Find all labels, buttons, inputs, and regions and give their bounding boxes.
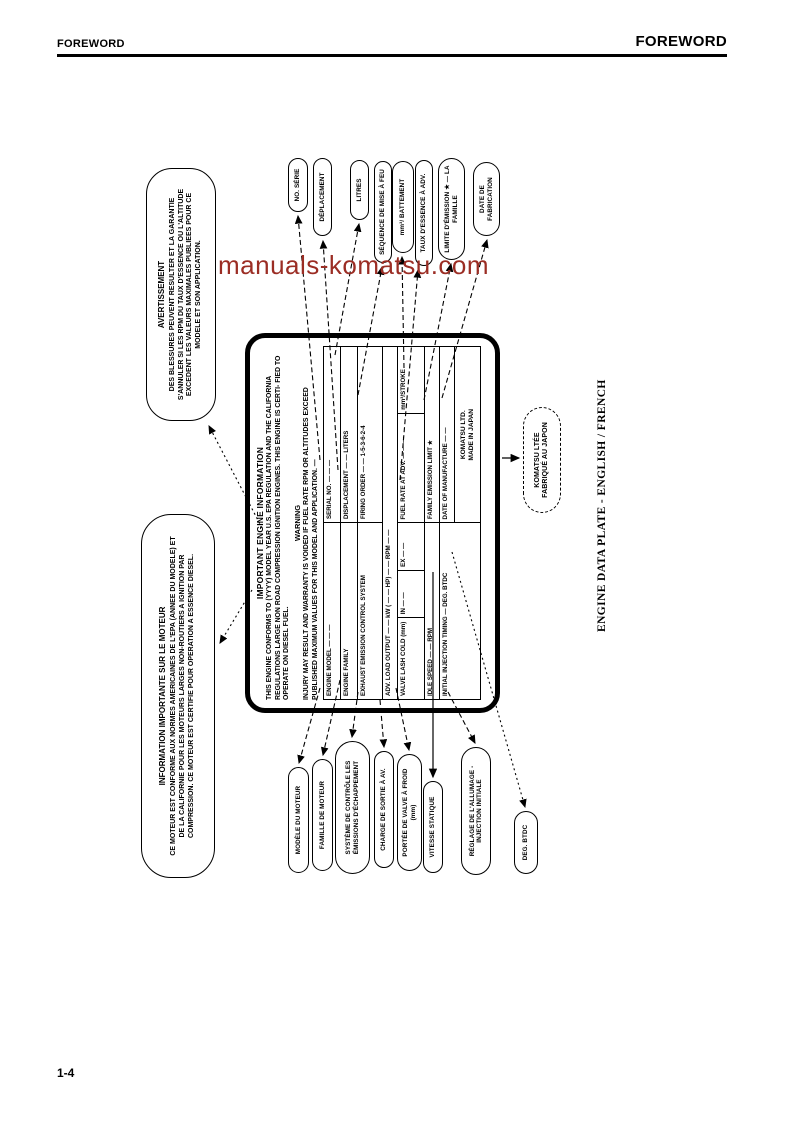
callout-litres: LITRES [350, 160, 369, 220]
plate-maker-block [454, 347, 480, 522]
french-info-bubble [141, 514, 215, 878]
plate-maker-name: KOMATSU LTD. [459, 410, 467, 460]
plate-field-adv-load-output: ADV. LOAD OUTPUT — — kW ( — — HP) — — RPM — — [384, 529, 392, 696]
callout-mm3-battement: mm³/ BATTEMENT [392, 161, 414, 253]
plate-field-engine-model: ENGINE MODEL — — — [325, 624, 333, 696]
plate-field-firing-order: FIRING ORDER — — 1-5-3-6-2-4 [358, 347, 382, 523]
plate-field-fuel-rate: FUEL RATE AT ADV. — — — [399, 436, 407, 520]
callout-deplacement: DÉPLACEMENT [313, 158, 332, 236]
plate-field-valve-lash: VALVE LASH COLD (mm) [399, 621, 407, 696]
french-warning-body: DES BLESSURES PEUVENT RESULTER ET LA GARANTIE S'ANNULER SI LES RPM DU TAUX D'ESSENCE OU L'ALTITUDE EXCEDENT LES VALEURS MAXIMALES PUBLIEES POUR CE MODELE ET SON APPLICATION. [168, 188, 203, 401]
figure-caption: ENGINE DATA PLATE - ENGLISH / FRENCH [596, 379, 608, 632]
plate-field-valve-ex: EX — — [398, 524, 424, 571]
callout-vitesse-statique: VITESSE STATIQUE [423, 781, 443, 873]
watermark: manuals-komatsu.com [218, 250, 490, 280]
plate-field-valve-in: IN — — [398, 571, 424, 618]
plate-field-idle-speed: IDLE SPEED — — RPM [426, 627, 434, 696]
callout-taux-essence-adv: TAUX D'ESSENCE À ADV. [415, 160, 433, 266]
page-number: 1-4 [57, 1066, 75, 1080]
plate-field-date-of-manufacture: DATE OF MANUFACTURE — — [441, 427, 449, 520]
plate-field-initial-injection-timing: INITIAL INJECTION TIMING — DEG. BTDC [441, 572, 449, 696]
plate-field-serial-no: SERIAL NO. — — — [324, 347, 340, 523]
callout-reglage-allumage: RÉGLAGE DE L'ALLUMAGE - INJECTION INITIALE [461, 747, 491, 875]
french-warning-title: AVERTISSEMENT [157, 260, 167, 329]
plate-warning-text: INJURY MAY RESULT AND WARRANTY IS VOIDED IF FUEL RATE RPM OR ALTITUDES EXCEED PUBLISHED MAXIMUM VALUES FOR THIS MODEL AND APPLICATION. — [302, 387, 319, 700]
callout-charge-sortie-av: CHARGE DE SORTIE À AV. [374, 751, 394, 868]
komatsu-ltee-line2: FABRIQUÉ AU JAPON [542, 422, 549, 498]
plate-field-fuel-rate-unit: mm³/STROKE [398, 347, 424, 414]
plate-title: IMPORTANT ENGINE INFORMATION [255, 446, 265, 600]
callout-modele-moteur: MODÈLE DU MOTEUR [288, 767, 309, 873]
callout-limite-emission-famille: LIMITE D'ÉMISSION ★ — LA FAMILLE [438, 158, 465, 260]
callout-sequence-mise-a-feu: SÉQUENCE DE MISE À FEU [374, 161, 392, 263]
header-foreword-right: FOREWORD [635, 33, 727, 50]
callout-portee-valve-froid: PORTÉE DE VALVE À FROID (mm) [397, 754, 422, 871]
callout-deg-btdc: DEG. BTDC [514, 811, 538, 874]
callout-no-serie: NO. SÉRIE [288, 158, 308, 212]
french-warning-bubble [146, 168, 216, 421]
plate-field-exhaust-emission: EXHAUST EMISSION CONTROL SYSTEM [359, 575, 367, 696]
plate-field-displacement: DISPLACEMENT — — LITERS [341, 347, 357, 523]
plate-field-engine-family: ENGINE FAMILY [342, 648, 350, 696]
plate-made-in: MADE IN JAPAN [467, 408, 475, 461]
callout-date-fabrication: DATE DE FABRICATION [473, 162, 500, 236]
callout-komatsu-ltee [523, 407, 561, 513]
plate-regulation-text: THIS ENGINE CONFORMS TO (YYYY) MODEL YEAR U.S. EPA REGULATION AND THE CALIFORNIA REGULATIONS LARGE NON ROAD COMPRESSION IGNITION ENGINES. THIS ENGINE IS CERTI- FIED TO OPERATE ON DIESEL FUEL. [266, 355, 291, 700]
plate-warning-title: WARNING [292, 504, 302, 542]
callout-systeme-controle-emissions: SYSTÈME DE CONTRÔLE LES ÉMISSIONS D'ÉCHAPPEMENT [335, 741, 370, 874]
header-rule [57, 54, 727, 57]
engine-data-plate [245, 333, 500, 713]
french-info-body: CE MOTEUR EST CONFORME AUX NORMES AMERICAINES DE L'EPA (ANNEE DU MODELE) ET DE LA CALIFORNIE POUR LES MOTEURS LARGES NON-ROUTIERS A IGNITION PAR COMPRESSION. CE MOTEUR EST CERTIFIE POUR OPERATION A ESSENCE DIESEL. [170, 536, 195, 856]
plate-field-family-emission-limit: FAMILY EMISSION LIMIT ★ [425, 347, 439, 523]
plate-table [323, 346, 481, 700]
french-info-title: INFORMATION IMPORTANTE SUR LE MOTEUR [158, 606, 168, 786]
header-foreword-left: FOREWORD [57, 38, 125, 50]
komatsu-ltee-line1: KOMATSU LTÉE [534, 432, 542, 488]
callout-famille-moteur: FAMILLE DE MOTEUR [312, 759, 333, 871]
